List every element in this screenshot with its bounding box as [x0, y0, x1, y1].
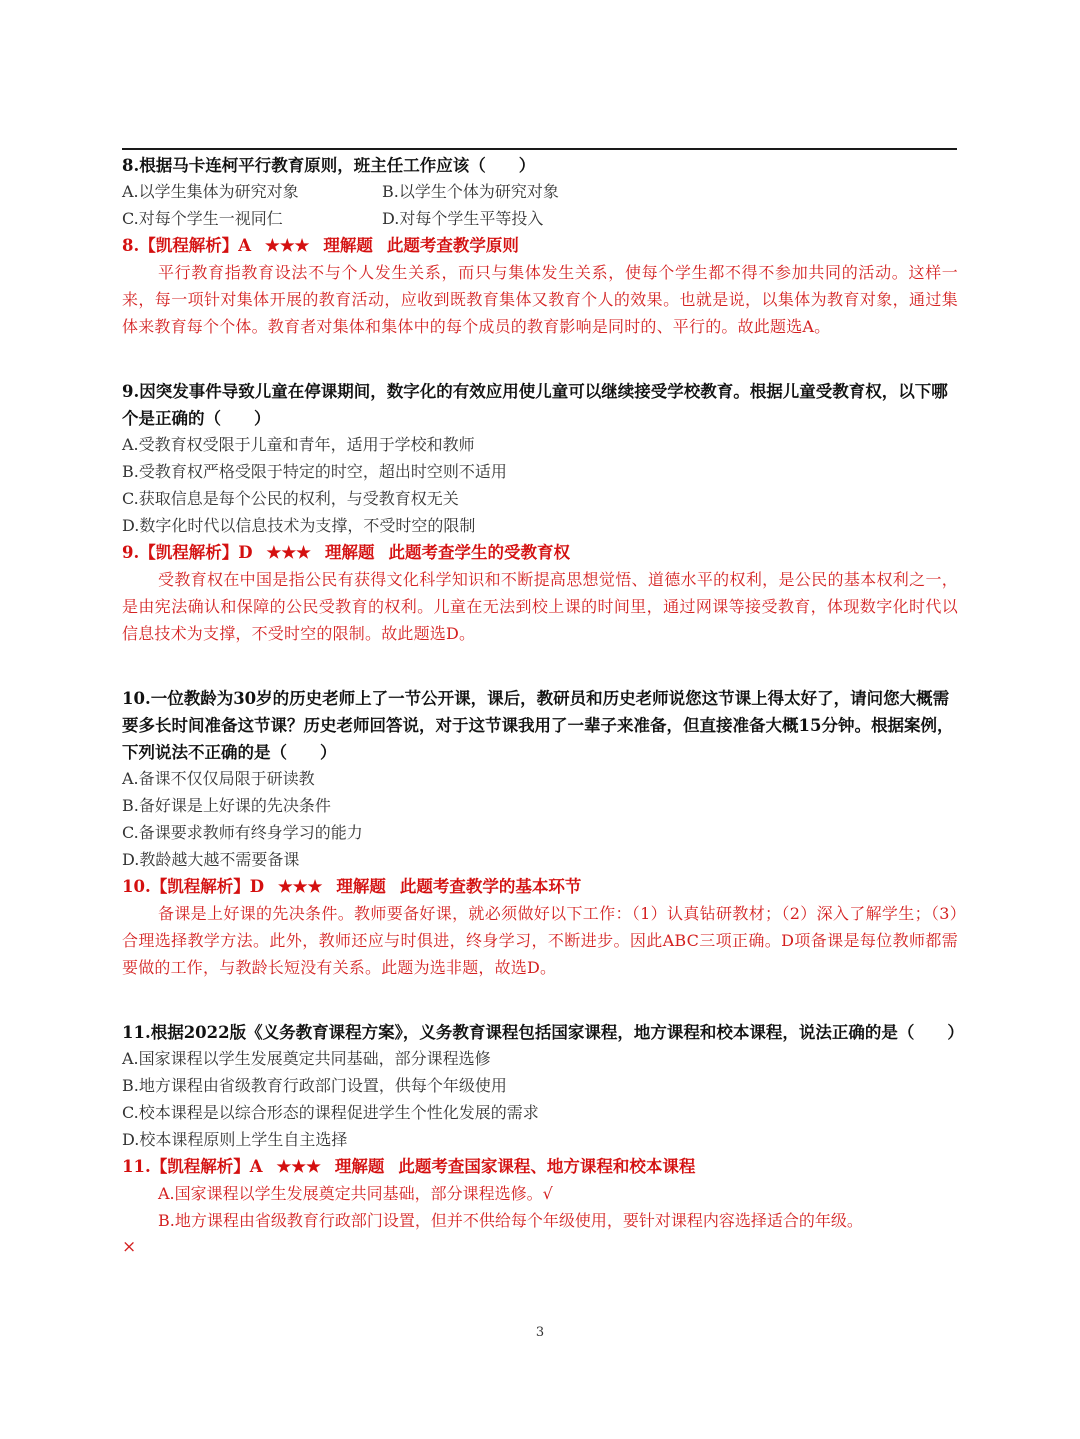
page-number: 3 — [535, 1325, 545, 1340]
explanation-line: A.国家课程以学生发展奠定共同基础，部分课程选修。√ — [158, 1184, 553, 1204]
answer-line — [122, 1154, 958, 1181]
question-10 — [122, 685, 958, 981]
question-type: 理解题 — [334, 1156, 385, 1176]
option-d: D.校本课程原则上学生自主选择 — [122, 1129, 348, 1149]
question-stem: 10.一位教龄为30岁的历史老师上了一节公开课，课后，教研员和历史老师说您这节课上得太好了，请问您大概需要多长时间准备这节课？历史老师回答说，对于这节课我用了一辈子来准备，但直接准备大概15分钟。根据案例，下列说法不正确的是（ ） — [122, 689, 954, 763]
header-rule — [122, 148, 957, 150]
difficulty-stars: ★★★ — [266, 542, 311, 562]
question-stem: 11.根据2022版《义务教育课程方案》，义务教育课程包括国家课程，地方课程和校本课程，说法正确的是（ ） — [122, 1023, 964, 1043]
option-a: A.以学生集体为研究对象 — [122, 182, 299, 201]
answer-line — [122, 540, 958, 567]
difficulty-stars: ★★★ — [265, 235, 310, 255]
options-row — [122, 206, 958, 233]
option-a: A.受教育权受限于儿童和青年，适用于学校和教师 — [122, 435, 475, 455]
question-9 — [122, 378, 958, 647]
options-row — [122, 179, 958, 206]
option-d: D.数字化时代以信息技术为支撑，不受时空的限制 — [122, 515, 476, 535]
question-topic: 此题考查学生的受教育权 — [388, 542, 570, 562]
difficulty-stars: ★★★ — [278, 876, 323, 896]
option-b: B.地方课程由省级教育行政部门设置，供每个年级使用 — [122, 1076, 507, 1096]
question-stem: 8.根据马卡连柯平行教育原则，班主任工作应该（ ） — [122, 156, 536, 175]
question-type: 理解题 — [336, 876, 386, 896]
cross-mark: × — [122, 1237, 137, 1258]
option-a: A.国家课程以学生发展奠定共同基础，部分课程选修 — [122, 1049, 491, 1069]
option-b: B.以学生个体为研究对象 — [382, 182, 559, 201]
option-b: B.受教育权严格受限于特定的时空，超出时空则不适用 — [122, 462, 507, 482]
explanation: 平行教育指教育设法不与个人发生关系，而只与集体发生关系，使每个学生都不得不参加共同的活动。这样一来，每一项针对集体开展的教育活动，应收到既教育集体又教育个人的效果。也就是说，以集体为教育对象，通过集体来教育每个个体。教育者对集体和集体中的每个成员的教育影响是同时的、平行的。故此题选A。 — [122, 263, 958, 337]
question-type: 理解题 — [323, 235, 373, 255]
question-8 — [122, 152, 958, 340]
question-topic: 此题考查教学的基本环节 — [399, 876, 582, 896]
answer-line — [122, 233, 958, 260]
explanation: 受教育权在中国是指公民有获得文化科学知识和不断提高思想觉悟、道德水平的权利，是公民的基本权利之一，是由宪法确认和保障的公民受教育的权利。儿童在无法到校上课的时间里，通过网课等接受教育，体现数字化时代以信息技术为支撑，不受时空的限制。故此题选D。 — [122, 570, 958, 644]
question-topic: 此题考查教学原则 — [386, 235, 519, 255]
explanation-line: B.地方课程由省级教育行政部门设置，但并不供给每个年级使用，要针对课程内容选择适合的年级。 — [158, 1211, 863, 1231]
answer-line — [122, 874, 958, 901]
option-c: C.获取信息是每个公民的权利，与受教育权无关 — [122, 488, 459, 508]
question-stem: 9.因突发事件导致儿童在停课期间，数字化的有效应用使儿童可以继续接受学校教育。根据儿童受教育权，以下哪个是正确的（ ） — [122, 382, 948, 429]
option-d: D.对每个学生平等投入 — [382, 208, 544, 228]
option-c: C.备课要求教师有终身学习的能力 — [122, 822, 363, 842]
option-a: A.备课不仅仅局限于研读教 — [122, 769, 315, 789]
option-c: C.对每个学生一视同仁 — [122, 208, 283, 228]
question-type: 理解题 — [324, 542, 375, 562]
question-topic: 此题考查国家课程、地方课程和校本课程 — [398, 1156, 696, 1176]
answer-head: 9.【凯程解析】D — [122, 542, 253, 562]
difficulty-stars: ★★★ — [276, 1156, 321, 1176]
answer-head: 11.【凯程解析】A — [122, 1156, 263, 1176]
answer-head: 10.【凯程解析】D — [122, 876, 265, 896]
explanation: 备课是上好课的先决条件。教师要备好课，就必须做好以下工作：（1）认真钻研教材；（2）深入了解学生；（3）合理选择教学方法。此外，教师还应与时俱进，终身学习，不断进步。因此ABC三项正确。D项备课是每位教师都需要做的工作，与教龄长短没有关系。此题为选非题，故选D。 — [122, 904, 958, 978]
answer-head: 8.【凯程解析】A — [122, 235, 252, 255]
option-b: B.备好课是上好课的先决条件 — [122, 796, 331, 816]
question-11 — [122, 1019, 964, 1260]
option-c: C.校本课程是以综合形态的课程促进学生个性化发展的需求 — [122, 1102, 539, 1122]
page-content — [122, 152, 964, 1298]
option-d: D.教龄越大越不需要备课 — [122, 849, 300, 869]
